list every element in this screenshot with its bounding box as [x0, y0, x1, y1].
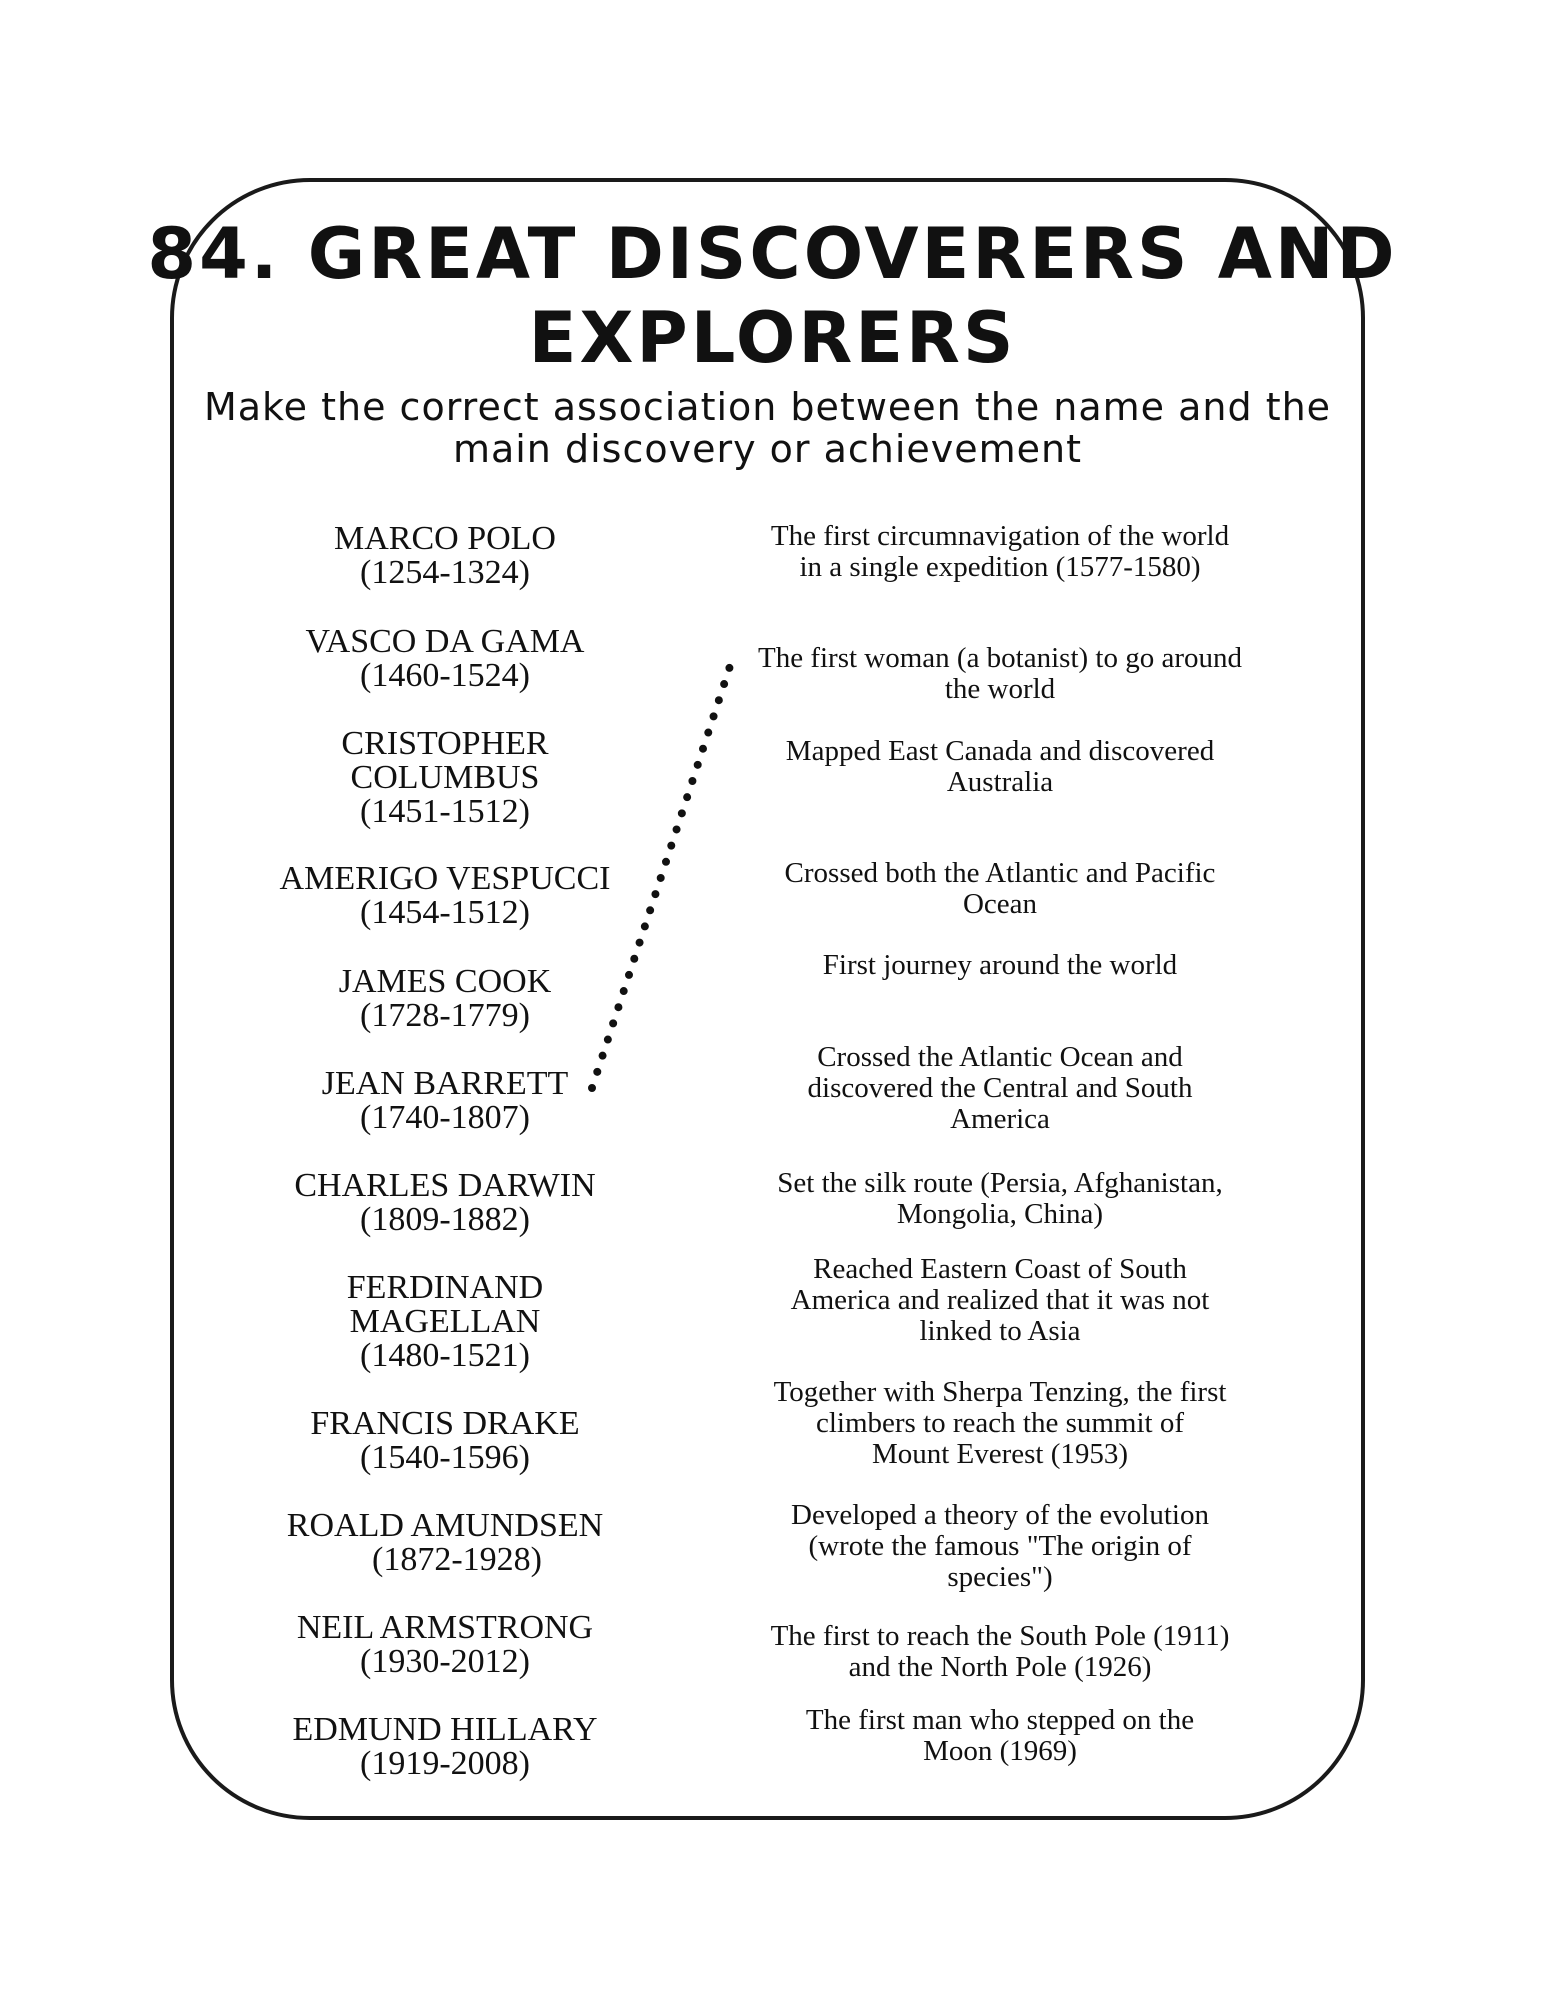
explorer-years: (1460-1524)	[360, 657, 530, 694]
achievement-line: Mongolia, China)	[896, 1198, 1104, 1230]
explorer-years: (1930-2012)	[360, 1643, 530, 1680]
explorer-name: EDMUND HILLARY	[292, 1711, 598, 1748]
explorer-years: (1454-1512)	[360, 894, 530, 931]
instructions-line-2: main discovery or achievement	[452, 427, 1083, 471]
explorer-years: (1254-1324)	[360, 554, 530, 591]
achievement-line: linked to Asia	[919, 1315, 1081, 1347]
achievement-line: in a single expedition (1577-1580)	[799, 551, 1201, 583]
achievement-line: Australia	[946, 766, 1054, 798]
explorer-name: FERDINAND	[346, 1269, 544, 1306]
achievement-line: Set the silk route (Persia, Afghanistan,	[777, 1167, 1223, 1199]
achievement-line: The first man who stepped on the	[805, 1704, 1195, 1736]
explorer-name: JEAN BARRETT	[321, 1065, 569, 1102]
explorer-years: (1480-1521)	[360, 1337, 530, 1374]
explorer-name-line-2: MAGELLAN	[349, 1303, 541, 1340]
instructions-line-1: Make the correct association between the name and the	[203, 385, 1332, 429]
explorer-years: (1451-1512)	[360, 793, 530, 830]
achievement-line: Ocean	[962, 888, 1038, 920]
worksheet-title-line-2: EXPLORERS	[528, 297, 1017, 379]
achievement-line: Developed a theory of the evolution	[791, 1499, 1209, 1531]
achievement-line: America and realized that it was not	[790, 1284, 1210, 1316]
achievement-line: Together with Sherpa Tenzing, the first	[773, 1376, 1227, 1408]
achievement-line: Crossed both the Atlantic and Pacific	[784, 857, 1216, 889]
achievement-line: discovered the Central and South	[807, 1072, 1193, 1104]
explorer-name: NEIL ARMSTRONG	[296, 1609, 594, 1646]
explorer-years: (1809-1882)	[360, 1201, 530, 1238]
achievement-line: and the North Pole (1926)	[848, 1651, 1152, 1683]
explorer-years: (1919-2008)	[360, 1745, 530, 1782]
explorer-name: MARCO POLO	[334, 520, 556, 557]
achievement-line: Crossed the Atlantic Ocean and	[817, 1041, 1183, 1073]
achievement-line: The first woman (a botanist) to go around	[757, 642, 1243, 674]
achievement-line: climbers to reach the summit of	[815, 1407, 1185, 1439]
explorer-name: ROALD AMUNDSEN	[286, 1507, 604, 1544]
achievement-line: Mount Everest (1953)	[871, 1438, 1129, 1470]
achievement-line: First journey around the world	[822, 949, 1178, 981]
explorer-name: VASCO DA GAMA	[305, 623, 585, 660]
explorer-name: CHARLES DARWIN	[294, 1167, 596, 1204]
explorer-name: FRANCIS DRAKE	[310, 1405, 580, 1442]
worksheet-title-line-1: 84. GREAT DISCOVERERS AND	[147, 213, 1398, 295]
achievement-line: America	[950, 1103, 1050, 1135]
explorer-name: CRISTOPHER	[341, 725, 549, 762]
explorer-years: (1740-1807)	[360, 1099, 530, 1136]
achievement-line: Moon (1969)	[923, 1735, 1077, 1767]
achievement-line: (wrote the famous "The origin of	[808, 1530, 1192, 1562]
achievement-line: The first to reach the South Pole (1911)	[770, 1620, 1230, 1652]
explorer-name: AMERIGO VESPUCCI	[279, 860, 611, 897]
explorer-name-line-2: COLUMBUS	[350, 759, 540, 796]
explorer-years: (1728-1779)	[360, 997, 530, 1034]
achievement-line: species")	[947, 1561, 1053, 1593]
explorer-years: (1872-1928)	[372, 1541, 542, 1578]
achievement-line: Reached Eastern Coast of South	[813, 1253, 1187, 1285]
achievement-line: Mapped East Canada and discovered	[785, 735, 1215, 767]
achievement-line: The first circumnavigation of the world	[770, 520, 1230, 552]
dotted-connector	[592, 660, 732, 1088]
explorer-name: JAMES COOK	[338, 963, 552, 1000]
explorer-years: (1540-1596)	[360, 1439, 530, 1476]
achievement-line: the world	[944, 673, 1056, 705]
